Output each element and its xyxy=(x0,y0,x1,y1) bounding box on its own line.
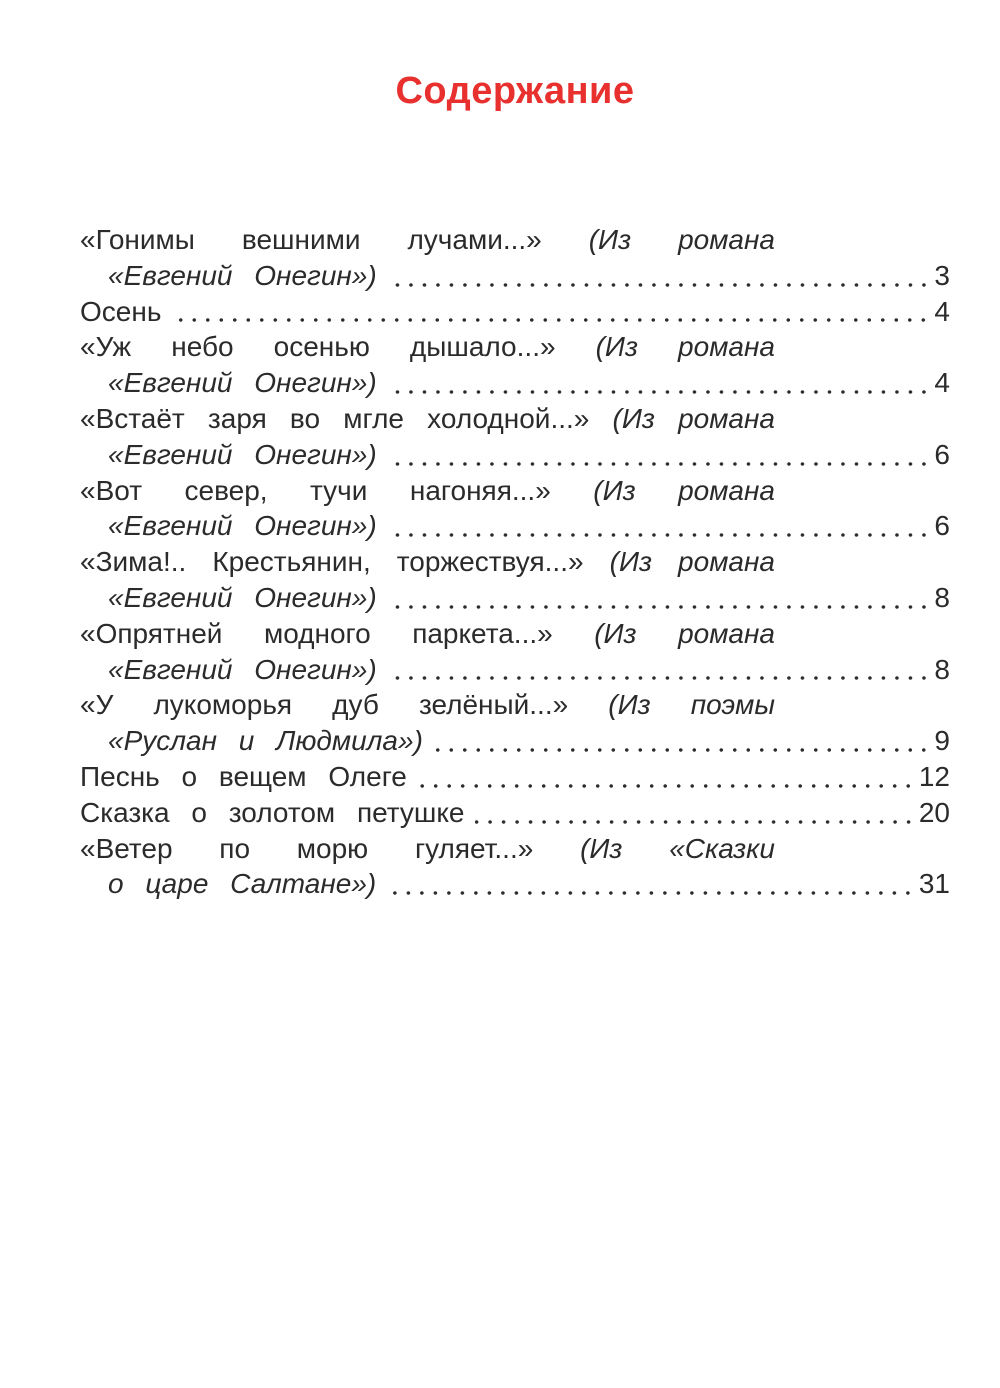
page-number: 4 xyxy=(934,295,950,327)
entry-source: «Руслан и Людмила») xyxy=(108,725,423,757)
dot-leader xyxy=(387,389,931,395)
entry-source: «Евгений Онегин») xyxy=(108,367,377,399)
entry-title: «Ветер по морю гуляет...» (Из «Сказки xyxy=(80,832,775,864)
entry-title: «Гонимы вешними лучами...» (Из романа xyxy=(80,224,775,255)
page-number: 8 xyxy=(934,581,950,613)
entry-source: «Евгений Онегин») xyxy=(108,259,377,291)
entry-source: «Евгений Онегин») xyxy=(108,581,377,613)
page-number: 3 xyxy=(934,259,950,291)
dot-leader xyxy=(387,282,931,288)
toc-entry xyxy=(80,294,950,330)
page-number: 12 xyxy=(918,760,950,792)
toc-entry xyxy=(80,473,950,545)
page-number: 6 xyxy=(934,438,950,470)
dot-leader xyxy=(387,532,931,538)
page-number: 6 xyxy=(934,510,950,542)
entry-title: «Опрятней модного паркета...» (Из романа xyxy=(80,617,775,649)
dot-leader xyxy=(433,747,931,753)
dot-leader xyxy=(387,675,931,681)
entry-title: Песнь о вещем Олеге xyxy=(80,760,407,792)
page-number: 9 xyxy=(934,725,950,757)
dot-leader xyxy=(386,890,915,896)
page-number: 8 xyxy=(934,653,950,685)
entry-title: «Уж небо осенью дышало...» (Из романа xyxy=(80,331,775,363)
toc-entry xyxy=(80,616,950,688)
toc-entry xyxy=(80,329,950,401)
entry-source: о царе Салтане») xyxy=(108,868,377,900)
toc-entry xyxy=(80,759,950,795)
toc-entry xyxy=(80,687,950,759)
entry-title: «Встаёт заря во мгле холодной...» (Из романа xyxy=(80,402,775,434)
dot-leader xyxy=(171,317,930,323)
table-of-contents xyxy=(80,222,950,902)
dot-leader xyxy=(475,819,915,825)
dot-leader xyxy=(417,783,915,789)
toc-entry xyxy=(80,795,950,831)
page-number: 31 xyxy=(918,868,950,900)
entry-title: «У лукоморья дуб зелёный...» (Из поэмы xyxy=(80,689,775,721)
toc-entry xyxy=(80,222,950,294)
toc-entry xyxy=(80,831,950,903)
toc-entry xyxy=(80,544,950,616)
dot-leader xyxy=(387,461,931,467)
entry-title: «Зима!.. Крестьянин, торжествуя...» (Из романа xyxy=(80,546,775,578)
page-number: 4 xyxy=(934,367,950,399)
entry-source: «Евгений Онегин») xyxy=(108,438,377,470)
entry-source: «Евгений Онегин») xyxy=(108,510,377,542)
page-number: 20 xyxy=(918,796,950,828)
entry-title: Сказка о золотом петушке xyxy=(80,796,465,828)
entry-title: «Вот север, тучи нагоняя...» (Из романа xyxy=(80,474,775,506)
entry-title: Осень xyxy=(80,295,162,327)
toc-entry xyxy=(80,401,950,473)
page-title: Содержание xyxy=(395,70,635,112)
entry-source: «Евгений Онегин») xyxy=(108,653,377,685)
dot-leader xyxy=(387,604,931,610)
